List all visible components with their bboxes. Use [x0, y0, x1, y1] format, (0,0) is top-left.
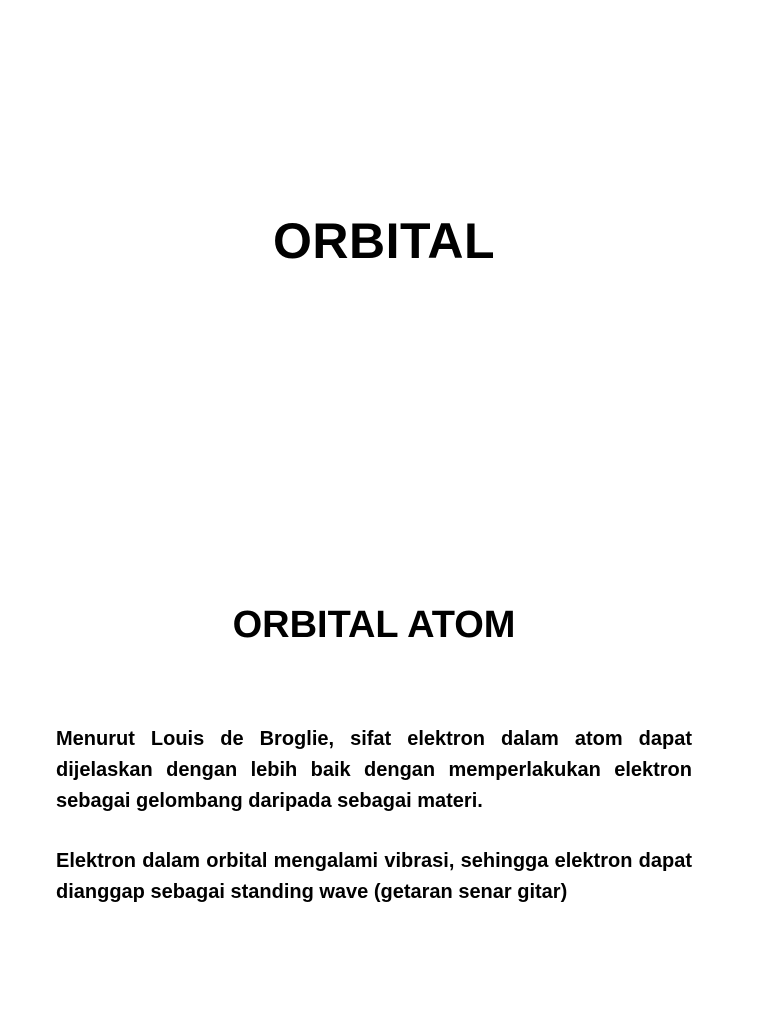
slide-orbital-atom	[0, 512, 768, 1024]
paragraph-standing-wave: Elektron dalam orbital mengalami vibrasi, sehingga elektron dapat dianggap sebagai standing wave (getaran senar gitar)	[56, 850, 692, 903]
slide-heading: ORBITAL ATOM	[232, 604, 516, 646]
paragraph-de-broglie: Menurut Louis de Broglie, sifat elektron dalam atom dapat dijelaskan dengan lebih baik dengan memperlakukan elektron sebagai gelombang daripada sebagai materi.	[56, 728, 692, 812]
slide-title-heading: ORBITAL	[273, 213, 495, 269]
